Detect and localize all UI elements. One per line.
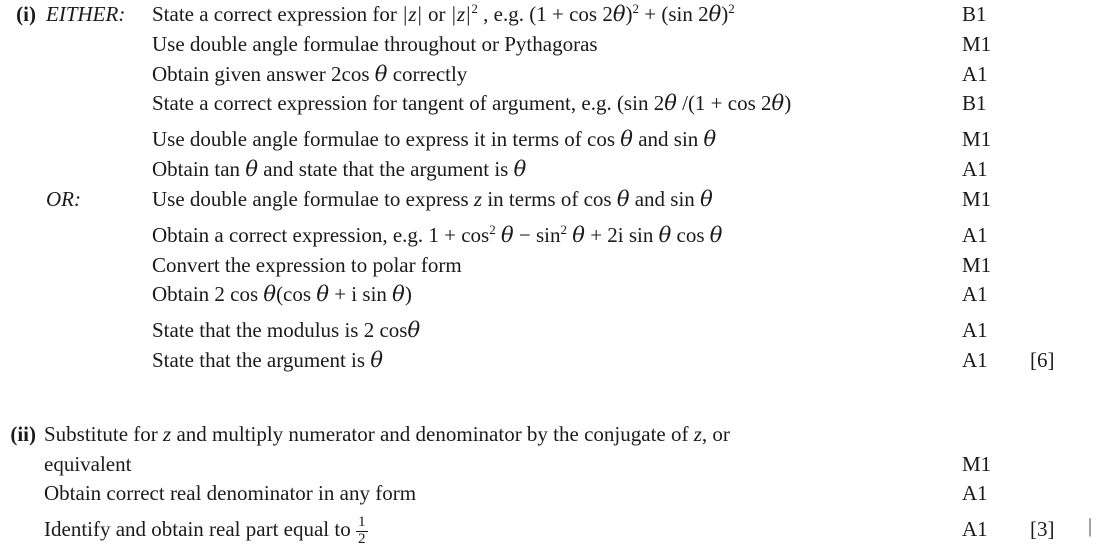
mark-scheme-line <box>0 0 1100 30</box>
branch-label-either: EITHER: <box>46 2 126 26</box>
line-text: State that the modulus is 2 cosθ <box>152 318 421 343</box>
line-text: Use double angle formulae throughout or Pythagoras <box>152 31 598 56</box>
mark-total-bracket: [6] <box>1030 347 1055 372</box>
mark-scheme-line <box>0 420 1100 450</box>
line-text: Obtain 2 cos θ(cos θ + i sin θ) <box>152 282 412 307</box>
mark-scheme-line <box>0 479 1100 509</box>
mark-total-bracket: [3] <box>1030 517 1055 542</box>
line-text: equivalent <box>44 451 132 476</box>
mark-scheme-line <box>0 185 1100 215</box>
mark-code: A1 <box>962 517 988 542</box>
mark-code: M1 <box>962 31 992 56</box>
mark-code: M1 <box>962 186 992 211</box>
mark-code: A1 <box>962 481 988 506</box>
line-text: State a correct expression for |z| or $|z|^2$ , e.g. $(1 + \cos 2\theta)^2 + (\sin$ 2θ)$^2$ <box>152 1 735 26</box>
mark-scheme-line <box>0 280 1100 310</box>
mark-code: A1 <box>962 318 988 343</box>
mark-code: A1 <box>962 157 988 182</box>
line-text: Convert the expression to polar form <box>152 252 462 277</box>
part-number: (i) <box>16 2 36 26</box>
line-text: Obtain correct real denominator in any form <box>44 481 417 506</box>
line-text: State that the argument is θ <box>152 347 383 372</box>
mark-code: M1 <box>962 451 992 476</box>
mark-code: B1 <box>962 2 987 26</box>
line-text: Substitute for z and multiply numerator and denominator by the conjugate of z, or <box>44 421 730 446</box>
line-text: Use double angle formulae to express z in terms of cos θ and sin θ <box>152 186 713 211</box>
mark-scheme-line <box>0 155 1100 185</box>
page-edge-rule: | <box>1087 515 1092 537</box>
mark-code: A1 <box>962 222 988 247</box>
line-text: Obtain a correct expression, e.g. $1 + \cos^2 \theta - \sin^2 \theta + 2i$ sin θ cos θ <box>152 221 723 247</box>
mark-scheme-line <box>0 316 1100 346</box>
branch-label-or: OR: <box>46 186 81 211</box>
mark-code: A1 <box>962 347 988 372</box>
mark-scheme-line <box>0 89 1100 119</box>
section-spacer <box>0 398 1100 420</box>
mark-scheme-line <box>0 450 1100 480</box>
mark-scheme-line <box>0 30 1100 60</box>
mark-scheme-line <box>0 515 1100 548</box>
line-text: State a correct expression for tangent of argument, e.g. (sin 2θ /(1 + cos 2θ) <box>152 91 792 116</box>
mark-scheme-line <box>0 346 1100 376</box>
part-ii <box>0 420 1100 548</box>
mark-code: M1 <box>962 252 992 277</box>
section-spacer <box>0 376 1100 398</box>
mark-code: B1 <box>962 91 987 116</box>
mark-scheme-line <box>0 125 1100 155</box>
mark-scheme-line <box>0 60 1100 90</box>
mark-scheme-line <box>0 221 1100 251</box>
mark-code: A1 <box>962 282 988 307</box>
mark-code: A1 <box>962 61 988 86</box>
line-text: Obtain tan θ and state that the argument is θ <box>152 157 527 182</box>
mark-code: M1 <box>962 127 992 152</box>
part-number: (ii) <box>10 421 36 446</box>
line-text: Use double angle formulae to express it in terms of cos θ and sin θ <box>152 127 717 152</box>
line-text: Obtain given answer 2cos θ correctly <box>152 61 468 86</box>
mark-scheme-line <box>0 251 1100 281</box>
line-text: Identify and obtain real part equal to $\frac{1}{2}$ <box>44 514 366 548</box>
